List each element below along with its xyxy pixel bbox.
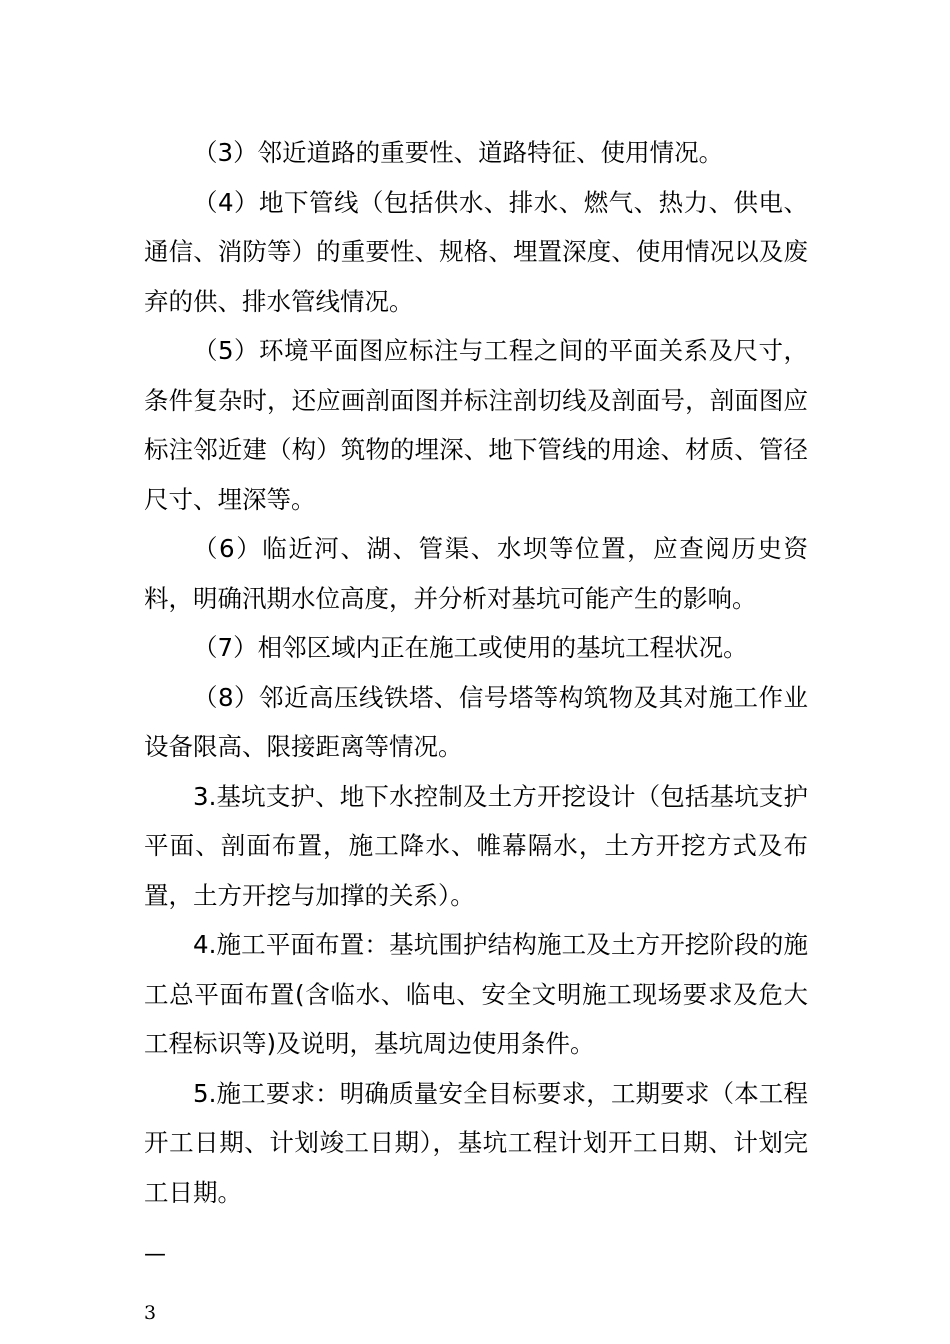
page-number: 3 <box>144 1302 157 1324</box>
paragraph-item-5-site-plan: （5）环境平面图应标注与工程之间的平面关系及尺寸，条件复杂时，还应画剖面图并标注剖切线及剖面号，剖面图应标注邻近建（构）筑物的埋深、地下管线的用途、材质、管径尺寸、埋深等。 <box>144 336 808 514</box>
paragraph-item-8-high-voltage: （8）邻近高压线铁塔、信号塔等构筑物及其对施工作业设备限高、限接距离等情况。 <box>144 682 808 761</box>
paragraph-item-7-adjacent-pits: （7）相邻区域内正在施工或使用的基坑工程状况。 <box>193 633 748 662</box>
paragraph-section-5-requirements: 5.施工要求：明确质量安全目标要求，工期要求（本工程开工日期、计划竣工日期），基坑工程计划开工日期、计划完工日期。 <box>144 1078 808 1207</box>
paragraph-item-3-roads: （3）邻近道路的重要性、道路特征、使用情况。 <box>193 138 724 167</box>
paragraph-section-4-layout: 4.施工平面布置：基坑围护结构施工及土方开挖阶段的施工总平面布置(含临水、临电、安全文明施工现场要求及危大工程标识等)及说明，基坑周边使用条件。 <box>144 930 808 1058</box>
footer-rule: — <box>144 1242 166 1267</box>
paragraph-item-4-pipelines: （4）地下管线（包括供水、排水、燃气、热力、供电、通信、消防等）的重要性、规格、埋置深度、使用情况以及废弃的供、排水管线情况。 <box>144 187 808 316</box>
paragraph-item-6-water-bodies: （6）临近河、湖、管渠、水坝等位置，应查阅历史资料，明确汛期水位高度，并分析对基坑可能产生的影响。 <box>144 534 808 613</box>
document-body <box>144 128 808 1217</box>
paragraph-section-3-design: 3.基坑支护、地下水控制及土方开挖设计（包括基坑支护平面、剖面布置，施工降水、帷幕隔水，土方开挖方式及布置，土方开挖与加撑的关系）。 <box>144 781 808 910</box>
